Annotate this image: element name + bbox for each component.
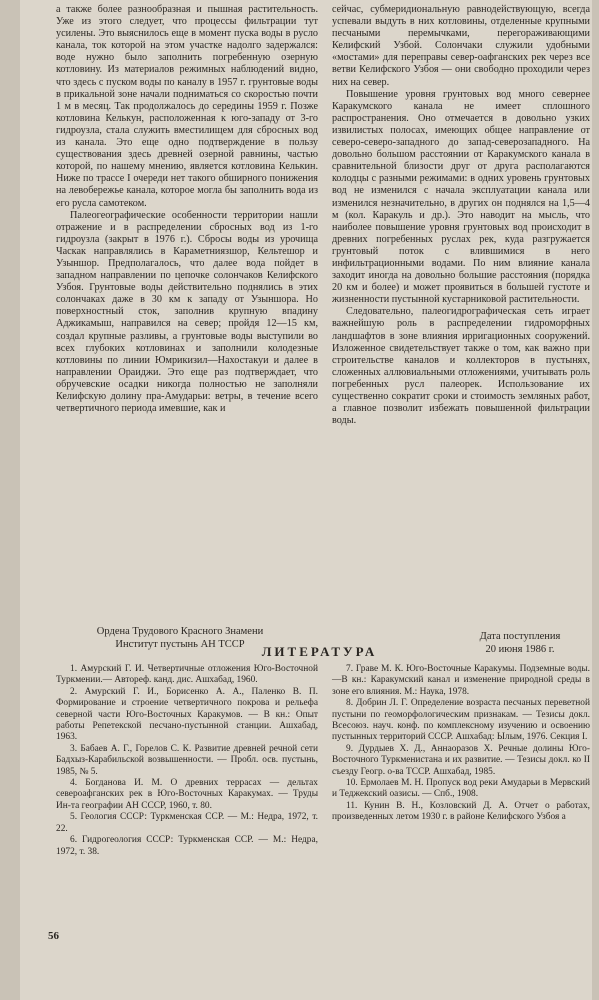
- reference-item: 10. Ермолаев М. Н. Пропуск вод реки Амударьи в Мервский и Теджекский оазисы. — Спб., 1908.: [332, 778, 590, 800]
- reference-item: 2. Амурский Г. И., Борисенко А. А., Паленко В. П. Формирование и строение четвертичного покрова и рельефа северной части Юго-Восточных Каракумов. — В кн.: Опыт работы Репетекской песчано-пустынной станции. Ашхабад, 1963.: [56, 686, 318, 743]
- received-label: Дата поступления: [479, 631, 561, 642]
- body-column-right: [332, 4, 590, 427]
- reference-item: 5. Геология СССР: Туркменская ССР. — М.: Недра, 1972, т. 22.: [56, 812, 318, 834]
- references-heading: ЛИТЕРАТУРА: [261, 644, 378, 659]
- page-number: 56: [48, 930, 59, 942]
- reference-item: 1. Амурский Г. И. Четвертичные отложения Юго-Восточной Туркмении.— Автореф. канд. дис. Ашхабад, 1960.: [56, 664, 318, 686]
- reference-item: 11. Кунин В. Н., Козловский Д. А. Отчет о работах, произведенных летом 1930 г. в районе Келифского Узбоя а: [332, 800, 590, 823]
- reference-item: 6. Гидрогеология СССР: Туркменская ССР. — М.: Недра, 1972, т. 38.: [56, 835, 318, 857]
- affiliation-line: Институт пустынь АН ТССР: [115, 639, 245, 650]
- affiliation-line: Ордена Трудового Красного Знамени: [96, 626, 264, 637]
- reference-item: 9. Дурдыев Х. Д., Аннаоразов Х. Речные долины Юго-Восточного Туркменистана и их развитие. — Тезисы докл. ко II съезду Геогр. о-ва ТССР. Ашхабад, 1985.: [332, 743, 590, 777]
- reference-item: 3. Бабаев А. Г., Горелов С. К. Развитие древней речной сети Бадхыз-Карабильской возвышенности. — Пробл. осв. пустынь, 1985, № 5.: [56, 743, 318, 777]
- reference-item: 7. Граве М. К. Юго-Восточные Каракумы. Подземные воды.—В кн.: Каракумский канал и изменение природной среды в зоне его влияния. М.: Наука, 1978.: [332, 664, 590, 697]
- reference-item: 4. Богданова И. М. О древних террасах — дельтах североафганских рек в Юго-Восточных Каракумах. — Труды Ин-та географии АН СССР, 1960, т. 80.: [56, 778, 318, 811]
- paragraph: Следовательно, палеогидрографическая сеть играет важнейшую роль в распределении гидроморфных ландшафтов в зоне влияния ирригационных сооружений. Изложенное свидетельствует также о том, как важно при строительстве каналов и коллекторов в пустынях, сложенных аллювиальными отложениями, учитывать роль погребенных русл палеорек. Использование их существенно сократит сроки и стоимость земляных работ, а главное позволит избежать повышенной фильтрации воды.: [332, 306, 590, 427]
- journal-page: [20, 0, 592, 1000]
- paragraph: сейчас, субмеридиональную равнодействующую, всегда успевали выдуть в них котловины, отделенные крупными песчаными перемычками, перегораживающими Келифский Узбой. Солончаки служили удобными «мостами» для переправы север-оафганских рек через все ветви Келифского Узбоя — они свободно проходили через них на север.: [332, 4, 590, 88]
- reference-item: 8. Добрин Л. Г. Определение возраста песчаных переветной пустыни по геоморфологическим признакам. — Тезисы докл. Всесоюз. науч. конф. по комплексному изучению и освоению пустынных территорий СССР. Ашхабад: Ылым, 1976. Секция I.: [332, 698, 590, 743]
- paragraph: а также более разнообразная и пышная растительность. Уже из этого следует, что процессы фильтрации тут усилены. Это выяснилось еще в момент пуска воды в русло канала, ток которой на этом участке надолго задержался: воде нужно было заполнить погребенную озерную котловину. Из материалов режимных наблюдений видно, что здесь с пуском воды по каналу в 1957 г. грунтовые воды в прикальной зоне начали подниматься со скоростью почти 1 м в месяц. Так продолжалось до середины 1959 г. Позже котловина Келькун, расположенная к юго-западу от 3-го гидроузла, стала служить вместилищем для сбросных вод из канала. Это еще одно подтверждение в пользу существования здесь древней озерной равнины, частью которой, по нашему мнению, является котловина Келькин. Ниже по трассе I очереди нет такого обширного понижения на левобережье канала, которое могла бы заполнить вода из его русла самотеком.: [56, 4, 318, 209]
- body-column-left: [56, 4, 318, 415]
- paragraph: Палеогеографические особенности территории нашли отражение и в распределении сбросных вод из 1-го гидроузла (закрыт в 1976 г.). Сбросы воды из урочища Часкак направлялись в Караметниязшор, Кельтешор и Узыншор. Предполагалось, что далее вода пойдет в западном направлении по цепочке солончаков Келифского Узбоя. Грунтовые воды действительно поднялись в этих солончаках даже в 30 км к западу от Узыншора. Но поверхностный сток, заполнив крупную впадину Аджикамыш, направился на север; пройдя 12—15 км, создал крупные разливы, а грунтовые воды выступили во всех глубоких котловинах и заполнили колодезные котловины по линии Юмрикизил—Нахостакуи и далее в направлении Ораиджи. Это еще раз подтверждает, что обручевские осадки никогда полностью не заполняли Келифскую долину пра-Амударьи: ветры, в течение всего четвертичного периода имевшие, как и: [56, 209, 318, 415]
- references-column-left: [56, 664, 318, 858]
- references-column-right: [332, 664, 590, 824]
- paragraph: Повышение уровня грунтовых вод много севернее Каракумского канала не имеет сплошного распространения. Оно отмечается в довольно узких извилистых полосах, имеющих общее направление от северо-северо-западного до запад-северозападного. На довольно большом расстоянии от Каракумского канала в сравнительной близости друг от друга располагаются колодцы с разными режимами: в одних уровень грунтовых вод не изменился с начала эксплуатации канала или изменился незначительно, в других он поднялся на 1,5—4 м (кол. Каракуль и др.). Это наводит на мысль, что наиболее повышение уровня грунтовых вод происходит в древних погребенных руслах рек, куда разгружается грунтовый поток с влившимися в него инфильтрационными водами. По ним влияние канала заходит иногда на довольно большие расстояния (порядка 20 км и более) и может проявиться в большей густоте и жизненности пустынной кустарниковой растительности.: [332, 88, 590, 306]
- received-value: 20 июня 1986 г.: [485, 644, 555, 655]
